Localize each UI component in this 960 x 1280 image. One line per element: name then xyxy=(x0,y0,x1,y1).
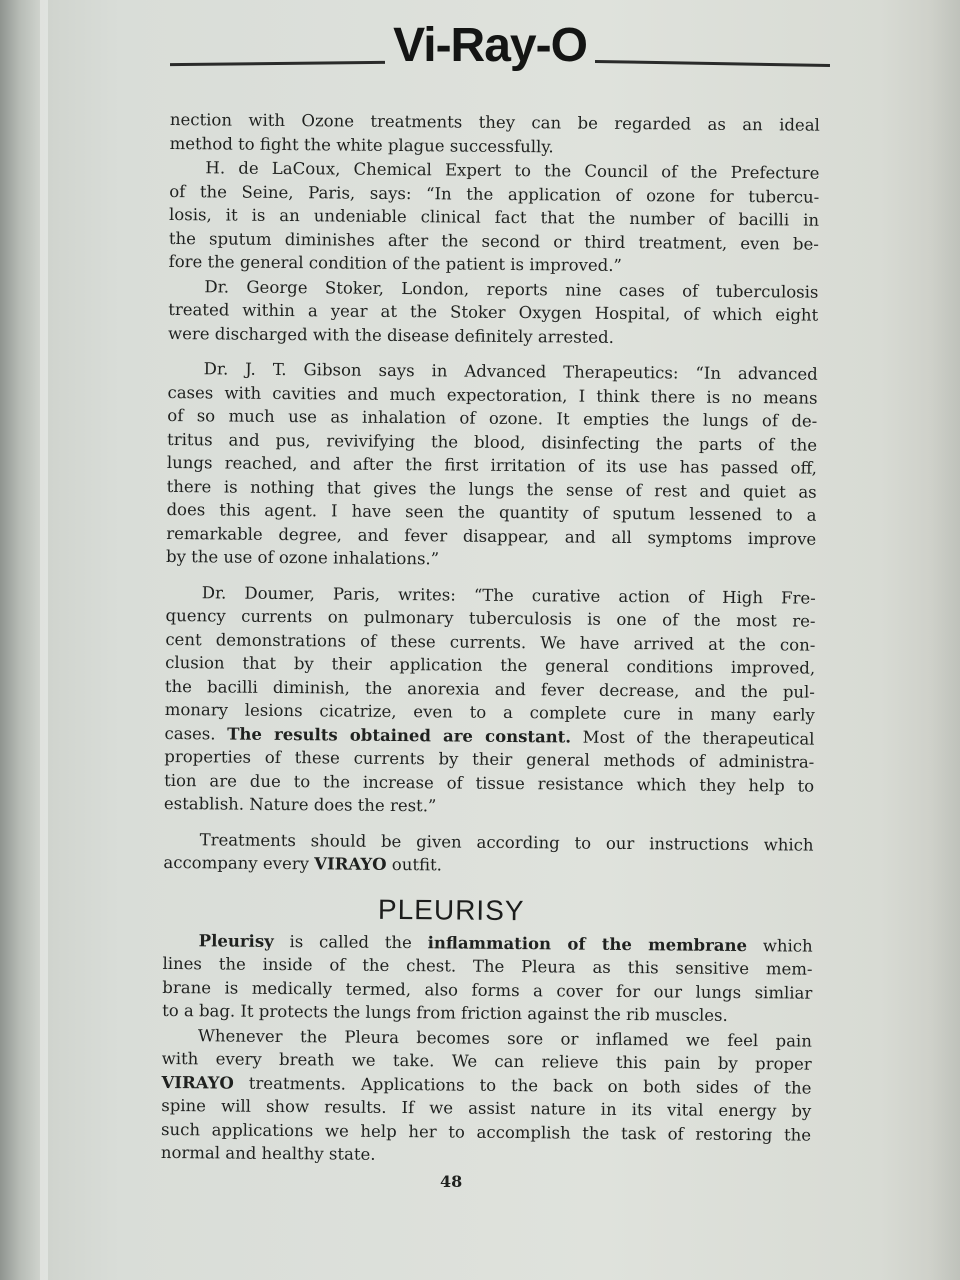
text-run: normal and healthy state. xyxy=(160,1142,376,1164)
paragraph xyxy=(161,1023,812,1170)
text-run: outfit. xyxy=(386,854,442,875)
text-run: of the Seine, Paris, says: “In the application of ozone for tubercu- xyxy=(169,181,820,207)
paragraph xyxy=(168,274,819,350)
text-run: brane is medically termed, also forms a cover for our lungs simliar xyxy=(162,977,813,1003)
text-run: with every breath we take. We can relieve this pain by proper xyxy=(161,1048,812,1074)
text-run: tion are due to the increase of tissue resistance which they help to xyxy=(164,770,815,796)
text-run: there is nothing that gives the lungs the sense of rest and quiet as xyxy=(166,476,817,502)
bold-text: VIRAYO xyxy=(161,1072,234,1093)
page-number: 48 xyxy=(440,1172,463,1191)
header-rule-right xyxy=(595,60,830,67)
text-run: Dr. Doumer, Paris, writes: “The curative action of High Fre- xyxy=(201,582,816,608)
text-run: monary lesions cicatrize, even to a complete cure in many early xyxy=(164,699,815,725)
paragraph xyxy=(162,928,813,1028)
paragraph xyxy=(169,156,820,279)
paragraph xyxy=(163,827,813,880)
text-run: is called the xyxy=(273,931,428,952)
text-run: fore the general condition of the patient is improved.” xyxy=(168,251,623,275)
text-run: losis, it is an undeniable clinical fact that the number of bacilli in xyxy=(168,204,820,230)
text-run: establish. Nature does the rest.” xyxy=(163,793,437,816)
text-run: lungs reached, and after the first irritation of its use has passed off, xyxy=(166,452,817,478)
text-run: lines the inside of the chest. The Pleura as this sensitive mem- xyxy=(162,953,813,979)
text-run: cent demonstrations of these currents. We have arrived at the con- xyxy=(165,629,816,655)
text-run: Most of the therapeutical xyxy=(571,727,815,749)
text-run: Dr. George Stoker, London, reports nine cases of tuberculosis xyxy=(204,276,819,302)
paragraph xyxy=(166,357,818,574)
text-run: accompany every xyxy=(163,852,315,874)
text-run: Treatments should be given according to our instructions which xyxy=(199,829,814,855)
text-run: spine will show results. If we assist nature in its vital energy by xyxy=(161,1095,812,1121)
text-run: tritus and pus, revivifying the blood, disinfecting the parts of the xyxy=(167,429,818,455)
paragraph xyxy=(164,580,816,821)
text-run: method to fight the white plague successfully. xyxy=(169,133,554,156)
bold-text: inflammation of the membrane xyxy=(427,932,748,955)
text-run: of so much use as inhalation of ozone. It empties the lungs of de- xyxy=(167,405,818,431)
bold-text: The results obtained are constant. xyxy=(227,724,572,747)
text-run: such applications we help her to accomplish the task of restoring the xyxy=(161,1119,812,1145)
text-run: quency currents on pulmonary tuberculosis is one of the most re- xyxy=(165,605,816,631)
text-run: H. de LaCoux, Chemical Expert to the Council of the Prefecture xyxy=(205,158,820,183)
page-header xyxy=(170,18,830,78)
text-run: the bacilli diminish, the anorexia and fever decrease, and the pul- xyxy=(164,676,816,702)
text-run: does this agent. I have seen the quantity of sputum lessened to a xyxy=(166,499,817,525)
text-run: cases. xyxy=(164,723,228,744)
text-run: to a bag. It protects the lungs from friction against the rib muscles. xyxy=(162,1000,728,1025)
text-run: by the use of ozone inhalations.” xyxy=(166,546,440,569)
text-run: treatments. Applications to the back on both sides of the xyxy=(233,1073,812,1098)
section-heading-pleurisy: PLEURISY xyxy=(377,893,525,926)
bold-text: Pleurisy xyxy=(198,930,274,951)
text-run: properties of these currents by their general methods of administra- xyxy=(164,746,815,772)
text-run: Whenever the Pleura becomes sore or inflamed we feel pain xyxy=(197,1025,812,1051)
text-run: cases with cavities and much expectoration, I think there is no means xyxy=(167,382,818,408)
text-run: clusion that by their application the general conditions improved, xyxy=(165,652,816,678)
text-run: Dr. J. T. Gibson says in Advanced Therapeutics: “In advanced xyxy=(203,359,818,384)
text-run: were discharged with the disease definitely arrested. xyxy=(167,323,615,347)
page-body xyxy=(161,108,820,1171)
text-run: treated within a year at the Stoker Oxygen Hospital, of which eight xyxy=(168,299,819,325)
binding-edge xyxy=(40,0,48,1280)
text-run: remarkable degree, and fever disappear, and all symptoms improve xyxy=(166,523,817,549)
bold-text: VIRAYO xyxy=(314,854,387,874)
text-run: which xyxy=(746,935,813,956)
text-run: nection with Ozone treatments they can be regarded as an ideal xyxy=(169,109,820,135)
virayo-logo: Vi-Ray-O xyxy=(393,19,587,72)
header-rule-left xyxy=(170,61,385,66)
text-run: the sputum diminishes after the second or third treatment, even be- xyxy=(168,228,819,254)
paragraph xyxy=(170,108,820,161)
